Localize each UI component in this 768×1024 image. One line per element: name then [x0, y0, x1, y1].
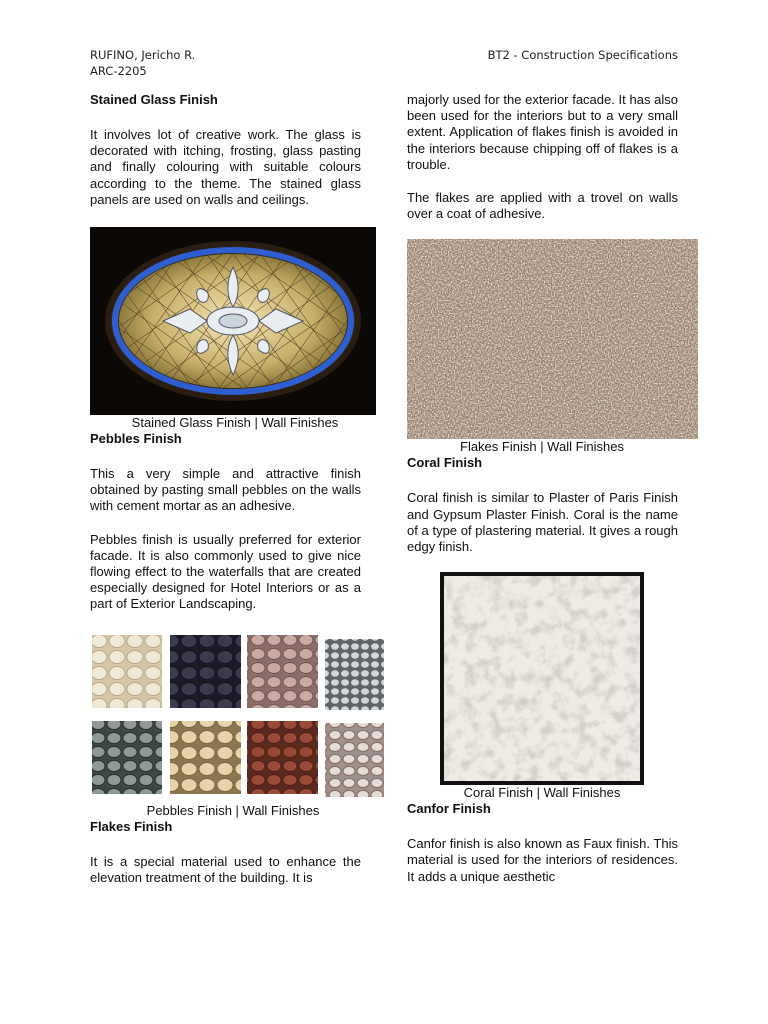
- coral-caption: Coral Finish | Wall Finishes: [463, 785, 621, 801]
- pebbles-image: [90, 633, 386, 803]
- flakes-text-continued: majorly used for the exterior facade. It has also been used for the interiors but to a very small extent. Application of flakes finish is avoided in the interiors because chipping off of flakes is a trouble.: [407, 92, 678, 172]
- pebbles-text-1: This a very simple and attractive finish obtained by pasting small pebbles on the walls with cement mortar as an adhesive.: [90, 466, 361, 514]
- pebbles-heading: Pebbles Finish: [90, 431, 182, 447]
- pebbles-text-2: Pebbles finish is usually preferred for exterior facade. It is also commonly used to give nice flowing effect to the waterfalls that are created especially designed for Hotel Interiors or as a part of Exterior Landscaping.: [90, 531, 361, 612]
- pebbles-caption: Pebbles Finish | Wall Finishes: [146, 802, 320, 818]
- canfor-heading: Canfor Finish: [407, 801, 491, 817]
- stained-glass-heading: Stained Glass Finish: [90, 92, 218, 107]
- coral-image: [440, 572, 644, 785]
- flakes-image: [407, 239, 698, 439]
- coral-heading: Coral Finish: [407, 455, 483, 471]
- left-column: [90, 92, 361, 886]
- canfor-text: Canfor finish is also known as Faux finish. This material is used for the interiors of residences. It adds a unique aesthetic: [407, 836, 678, 884]
- course-title: BT2 - Construction Specifications: [487, 48, 678, 62]
- section-code: ARC-2205: [90, 64, 147, 78]
- flakes-text-2: The flakes are applied with a trovel on walls over a coat of adhesive.: [407, 190, 678, 222]
- author-name: RUFINO, Jericho R.: [90, 48, 196, 62]
- header-left: [90, 47, 195, 79]
- flakes-heading: Flakes Finish: [90, 818, 173, 834]
- stained-glass-text: It involves lot of creative work. The glass is decorated with itching, frosting, glass pasting and finally colouring with suitable colours according to the theme. The stained glass panels are used on walls and ceilings.: [90, 127, 361, 207]
- stained-glass-caption: Stained Glass Finish | Wall Finishes: [131, 415, 339, 431]
- right-column: [407, 92, 678, 885]
- coral-text: Coral finish is similar to Plaster of Paris Finish and Gypsum Plaster Finish. Coral is the name of a type of plastering material. It gives a rough edgy finish.: [407, 490, 678, 555]
- stained-glass-image: [90, 227, 376, 415]
- flakes-caption: Flakes Finish | Wall Finishes: [460, 439, 624, 455]
- flakes-text: It is a special material used to enhance the elevation treatment of the building. It is: [90, 853, 361, 885]
